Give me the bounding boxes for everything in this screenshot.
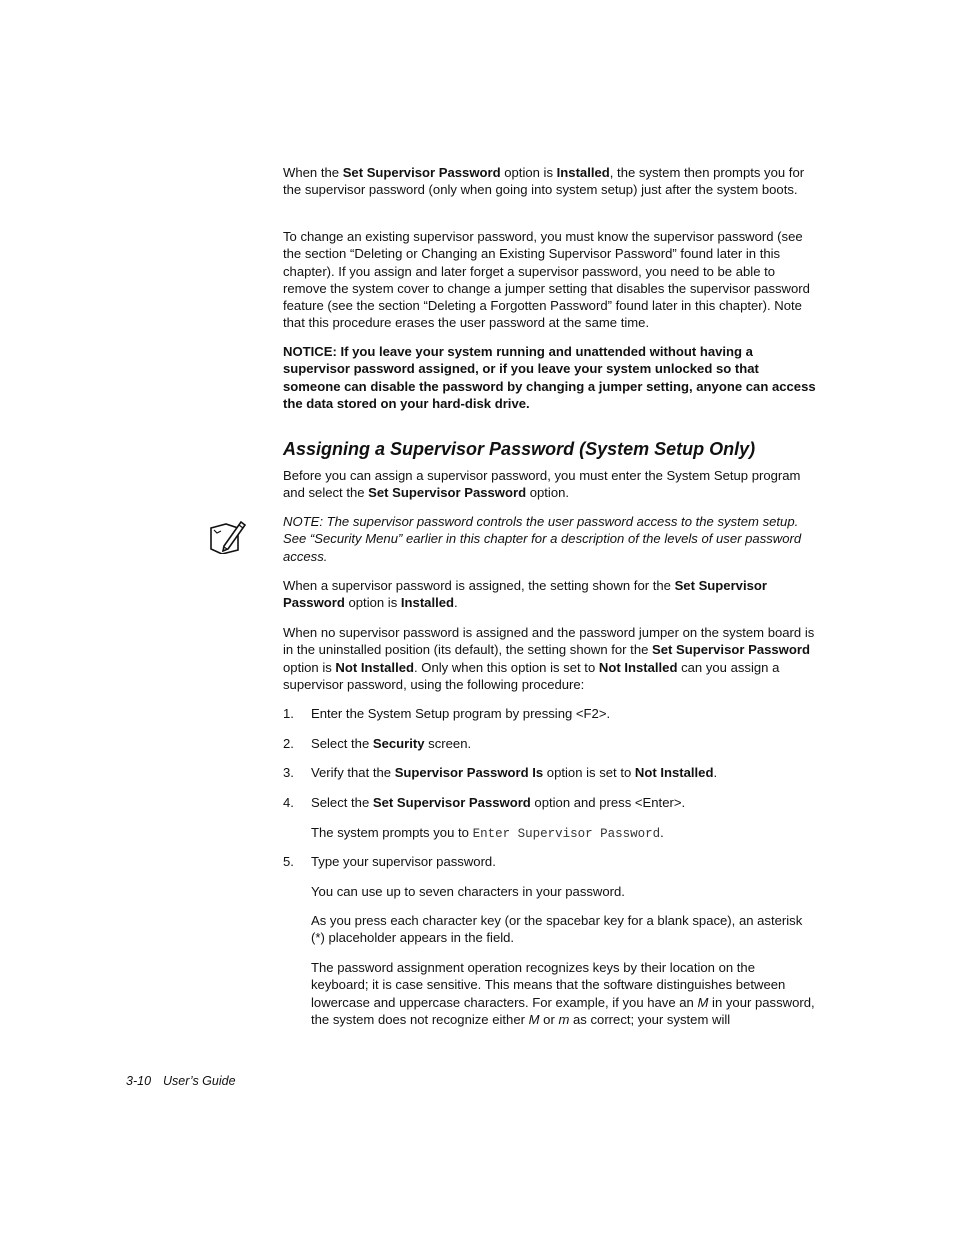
option-value: Installed xyxy=(400,595,455,611)
step-number: 1. xyxy=(283,706,294,721)
text: as correct; your system will xyxy=(569,1011,731,1027)
system-prompt-code: Enter Supervisor Password xyxy=(472,827,661,841)
page-footer xyxy=(126,1074,236,1088)
text: in your password, the system does not recognize either xyxy=(311,994,815,1027)
step-4-subtext xyxy=(311,824,816,843)
paragraph-no-password-assigned xyxy=(283,624,816,693)
notice-text: NOTICE: If you leave your system running and unattended without having a supervisor password assigned, or if you leave your system unlocked so that someone can disable the password by changing a jumper setting, anyone can access the data stored on your hard-disk drive. xyxy=(283,344,816,411)
step-number: 4. xyxy=(283,795,294,810)
paragraph-text: To change an existing supervisor password, you must know the supervisor password (see the section “Deleting or Changing an Existing Supervisor Password” found later in this chapter). If you assign and later forget a supervisor password, you need to be able to remove the system cover to change a jumper setting that disables the supervisor password feature (see the section “Deleting a Forgotten Password” found later in this chapter). Note that this procedure erases the user password at the same time. xyxy=(283,229,810,331)
step-5-subtext-length: You can use up to seven characters in your password. xyxy=(311,884,625,899)
document-title: User’s Guide xyxy=(163,1074,236,1088)
step-5-subtext-case-sensitive xyxy=(311,959,816,1028)
step-5-subtext-asterisk: As you press each character key (or the spacebar key for a blank space), an asterisk (*) placeholder appears in the field. xyxy=(311,913,803,946)
text: . xyxy=(454,595,458,611)
pencil-note-icon xyxy=(208,516,248,554)
option-name: Set Supervisor Password xyxy=(342,165,501,180)
paragraph-set-supervisor-password-installed xyxy=(283,164,816,199)
text: screen. xyxy=(424,736,472,751)
step-text xyxy=(311,705,816,722)
text: option and press <Enter>. xyxy=(530,795,686,810)
option-value: Installed xyxy=(556,165,610,180)
text: When a supervisor password is assigned, the setting shown for the xyxy=(283,578,675,593)
option-name: Supervisor Password Is xyxy=(394,765,544,780)
example-letter: M xyxy=(528,1011,540,1027)
paragraph-before-assign xyxy=(283,467,816,502)
step-text xyxy=(311,735,816,752)
text: option is set to xyxy=(543,765,635,780)
option-name: Set Supervisor Password xyxy=(283,578,767,611)
example-letter: m xyxy=(558,1011,570,1027)
paragraph-change-existing-password xyxy=(283,228,816,332)
option-value: Not Installed xyxy=(335,659,414,675)
text: Select the xyxy=(311,736,373,751)
text: , the system then prompts you for the supervisor password (only when going into system setup) just after the system boots. xyxy=(283,165,805,198)
step-number: 5. xyxy=(283,854,294,869)
text: can you assign a supervisor password, using the following procedure: xyxy=(283,659,780,692)
option-name: Set Supervisor Password xyxy=(368,485,527,501)
page-number: 3-10 xyxy=(126,1074,152,1088)
text: option. xyxy=(526,485,570,501)
text: When no supervisor password is assigned and the password jumper on the system board is in the uninstalled position (its default), the setting shown for the xyxy=(283,625,815,658)
step-number: 2. xyxy=(283,736,294,751)
option-value: Not Installed xyxy=(634,765,714,780)
text: When the xyxy=(283,165,343,180)
text: . xyxy=(660,825,664,840)
paragraph-password-assigned xyxy=(283,577,816,612)
text: option is xyxy=(500,165,557,180)
section-heading: Assigning a Supervisor Password (System Setup Only) xyxy=(283,439,756,459)
option-name: Set Supervisor Password xyxy=(372,795,531,810)
option-value: Not Installed xyxy=(598,659,678,675)
text: Verify that the xyxy=(311,765,395,780)
text: Type your supervisor password. xyxy=(311,854,496,869)
text: Enter the System Setup program by pressing <F2>. xyxy=(311,706,611,721)
screen-name: Security xyxy=(372,736,425,751)
note-text: NOTE: The supervisor password controls the user password access to the system setup. See “Security Menu” earlier in this chapter for a description of the levels of user password access. xyxy=(283,514,802,564)
text: Select the xyxy=(311,795,373,810)
step-number: 3. xyxy=(283,765,294,780)
text: Before you can assign a supervisor password, you must enter the System Setup program and select the xyxy=(283,468,801,501)
step-text xyxy=(311,764,816,781)
example-letter: M xyxy=(697,994,709,1010)
text: The password assignment operation recognizes keys by their location on the keyboard; it is case sensitive. This means that the software distinguishes between lowercase and uppercase characters. For example, if you have an xyxy=(311,960,786,1010)
option-name: Set Supervisor Password xyxy=(652,642,810,658)
notice-paragraph xyxy=(283,343,816,412)
text: . xyxy=(713,765,718,780)
text: or xyxy=(539,1011,559,1027)
text: The system prompts you to xyxy=(311,825,473,840)
note-paragraph xyxy=(283,513,816,565)
text: option is xyxy=(283,659,336,675)
step-text xyxy=(311,853,816,870)
step-text xyxy=(311,794,816,811)
text: . Only when this option is set to xyxy=(414,659,599,675)
text: option is xyxy=(344,595,401,611)
